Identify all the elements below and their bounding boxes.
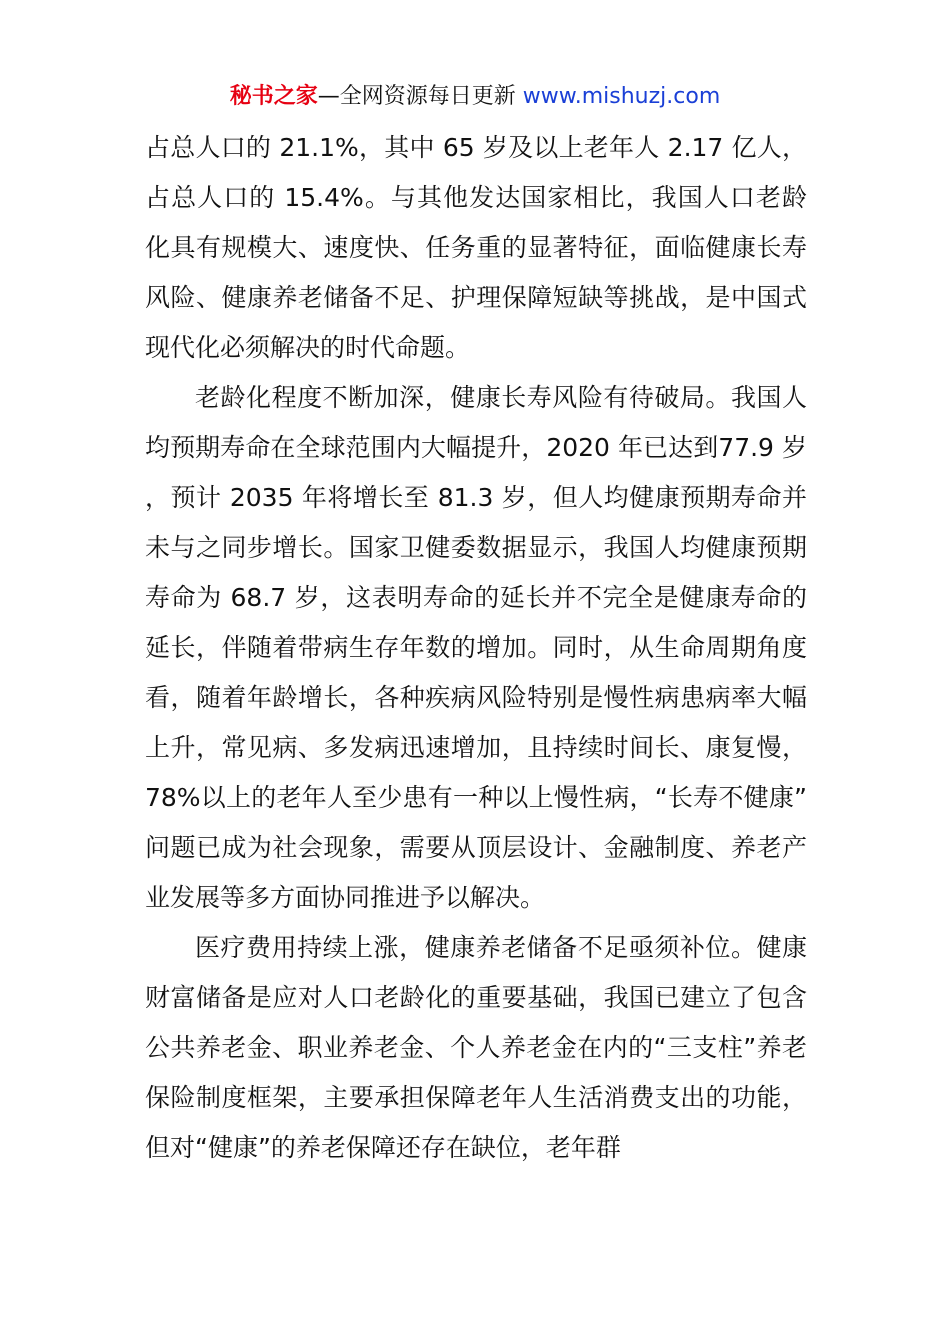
brand-name: 秘书之家: [229, 84, 318, 109]
document-body: [145, 123, 807, 1173]
page-header: [0, 80, 950, 114]
paragraph-1: 占总人口的 21.1%，其中 65 岁及以上老年人 2.17 亿人，占总人口的 15.4%。与其他发达国家相比，我国人口老龄化具有规模大、速度快、任务重的显著特征，面临健康长寿风险、健康养老储备不足、护理保障短缺等挑战，是中国式现代化必须解决的时代命题。: [145, 133, 807, 362]
paragraph-3: 医疗费用持续上涨，健康养老储备不足亟须补位。健康财富储备是应对人口老龄化的重要基础，我国已建立了包含公共养老金、职业养老金、个人养老金在内的“三支柱”养老保险制度框架，主要承担保障老年人生活消费支出的功能，但对“健康”的养老保障还存在缺位，老年群: [145, 933, 807, 1162]
website-url[interactable]: www.mishuzj.com: [522, 84, 721, 109]
paragraph-2: 老龄化程度不断加深，健康长寿风险有待破局。我国人均预期寿命在全球范围内大幅提升，2020 年已达到77.9 岁，预计 2035 年将增长至 81.3 岁，但人均健康预期寿命并未与之同步增长。国家卫健委数据显示，我国人均健康预期寿命为 68.7 岁，这表明寿命的延长并不完全是健康寿命的延长，伴随着带病生存年数的增加。同时，从生命周期角度看，随着年龄增长，各种疾病风险特别是慢性病患病率大幅上升，常见病、多发病迅速增加，且持续时间长、康复慢，78%以上的老年人至少患有一种以上慢性病，“长寿不健康”问题已成为社会现象，需要从顶层设计、金融制度、养老产业发展等多方面协同推进予以解决。: [145, 383, 807, 912]
header-tagline: —全网资源每日更新: [317, 84, 516, 109]
